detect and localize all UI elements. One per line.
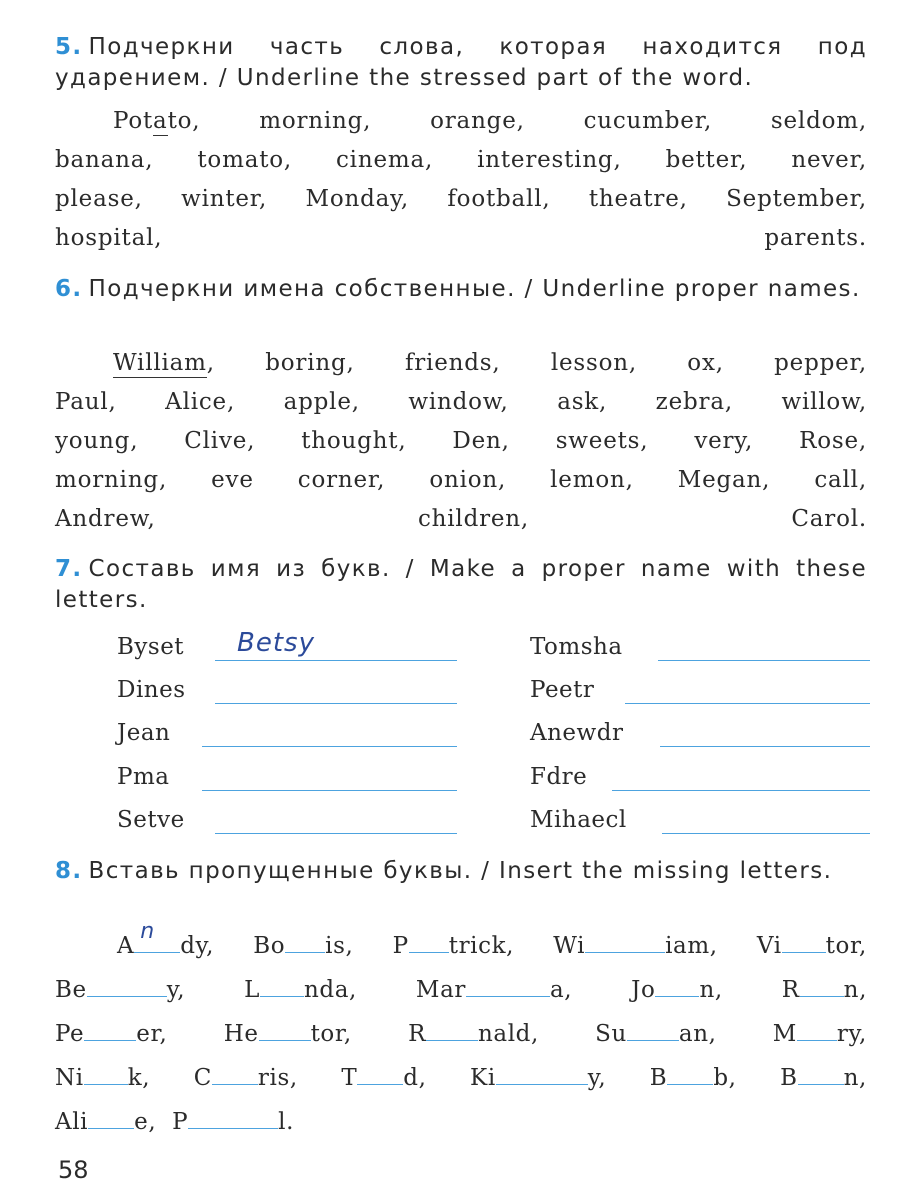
word-line[interactable]: hospital, parents. <box>55 225 867 251</box>
fill-line <box>55 1056 867 1100</box>
name-pair <box>117 628 462 668</box>
blank[interactable] <box>134 919 180 953</box>
blank[interactable] <box>285 932 325 953</box>
blank[interactable] <box>188 1108 278 1129</box>
scrambled-letters: Fdre <box>530 764 588 790</box>
fill-line <box>55 1100 867 1144</box>
scrambled-letters: Mihaecl <box>530 807 627 833</box>
blank[interactable] <box>667 1064 713 1085</box>
name-gap: Ki y, <box>470 1065 607 1091</box>
word[interactable]: friends, <box>404 350 501 376</box>
name-gap: Bo is, <box>253 933 354 959</box>
exercise-5-instruction: 5. Подчеркни часть слова, которая находится под ударением. / Underline the stressed part of the word. <box>55 34 867 91</box>
name-gap: Ni k, <box>55 1065 151 1091</box>
page-number: 58 <box>58 1156 89 1184</box>
word[interactable]: thought, <box>301 428 407 454</box>
word[interactable]: zebra, <box>655 389 733 415</box>
word[interactable]: Rose, <box>799 428 867 454</box>
name-gap: Wi iam, <box>553 933 718 959</box>
word[interactable]: banana, <box>55 147 154 173</box>
exercise-5-words <box>55 102 867 258</box>
scrambled-letters: Tomsha <box>530 634 623 660</box>
blank[interactable] <box>496 1064 588 1085</box>
word[interactable]: Clive, <box>184 428 256 454</box>
fill-line <box>55 968 867 1012</box>
name-pair <box>530 628 875 668</box>
word[interactable]: pepper, <box>774 350 867 376</box>
name-pair <box>530 714 875 754</box>
blank[interactable] <box>88 1108 134 1129</box>
name-gap: Pe er, <box>55 1021 168 1047</box>
scrambled-letters: Byset <box>117 634 185 660</box>
word[interactable]: please, <box>55 186 143 212</box>
word[interactable]: Monday, <box>305 186 410 212</box>
name-gap: L nda, <box>244 977 357 1003</box>
name-gap: A n dy, <box>117 924 214 968</box>
blank[interactable] <box>800 976 844 997</box>
name-pair <box>117 801 462 841</box>
word-line[interactable]: Andrew, children, Carol. <box>55 506 867 532</box>
answer-line[interactable] <box>612 790 870 791</box>
word[interactable]: window, <box>408 389 509 415</box>
scrambled-letters: Dines <box>117 677 186 703</box>
name-gap: P l. <box>172 1109 295 1135</box>
name-gap: B b, <box>649 1065 737 1091</box>
word[interactable]: young, <box>55 428 139 454</box>
answer-line[interactable] <box>202 790 457 791</box>
word[interactable]: ox, <box>687 350 724 376</box>
answer-line[interactable] <box>660 746 870 747</box>
exercise-8-number: 8. <box>55 858 83 884</box>
word[interactable]: cucumber, <box>583 108 713 134</box>
blank[interactable] <box>409 932 449 953</box>
word[interactable]: football, <box>447 186 551 212</box>
scrambled-letters: Jean <box>117 720 171 746</box>
blank[interactable] <box>84 1020 136 1041</box>
handwritten-answer: Betsy <box>237 628 315 658</box>
word[interactable]: Megan, <box>677 467 771 493</box>
answer-line[interactable] <box>625 703 870 704</box>
exercise-7-number: 7. <box>55 556 83 582</box>
word[interactable]: very, <box>694 428 754 454</box>
name-gap: Ali e, <box>55 1109 157 1135</box>
blank[interactable] <box>585 932 665 953</box>
exercise-5-number: 5. <box>55 34 83 60</box>
exercise-6-words <box>55 344 867 539</box>
name-pair <box>117 758 462 798</box>
word[interactable]: willow, <box>781 389 867 415</box>
name-pair <box>117 671 462 711</box>
name-gap: Be y, <box>55 977 186 1003</box>
blank[interactable] <box>798 1064 844 1085</box>
name-gap: Su an, <box>595 1021 717 1047</box>
answer-line[interactable] <box>658 660 870 661</box>
fill-line <box>55 1012 867 1056</box>
word[interactable]: sweets, <box>555 428 649 454</box>
word[interactable]: better, <box>665 147 748 173</box>
name-gap: Mar a, <box>415 977 573 1003</box>
name-gap: C ris, <box>193 1065 298 1091</box>
word[interactable]: Paul, <box>55 389 117 415</box>
name-gap: T d, <box>341 1065 427 1091</box>
answer-line[interactable] <box>662 833 870 834</box>
scrambled-letters: Pma <box>117 764 170 790</box>
blank[interactable] <box>84 1064 128 1085</box>
name-pair <box>530 758 875 798</box>
name-gap: He tor, <box>223 1021 352 1047</box>
name-gap: R n, <box>781 977 867 1003</box>
word[interactable]: apple, <box>283 389 360 415</box>
word[interactable]: eve <box>211 467 254 493</box>
word[interactable]: lemon, <box>550 467 634 493</box>
word[interactable]: lesson, <box>550 350 637 376</box>
word[interactable]: interesting, <box>477 147 622 173</box>
exercise-6-number: 6. <box>55 276 83 302</box>
name-gap: P trick, <box>392 933 515 959</box>
name-gap: Vi tor, <box>756 933 867 959</box>
word-william[interactable]: William, <box>113 350 215 376</box>
word[interactable]: tomato, <box>197 147 293 173</box>
answer-line[interactable] <box>202 746 457 747</box>
name-pair <box>530 801 875 841</box>
word[interactable]: September, <box>726 186 867 212</box>
word[interactable]: never, <box>791 147 867 173</box>
underlined-example: William <box>113 350 207 376</box>
name-gap: Jo n, <box>631 977 723 1003</box>
word[interactable]: Den, <box>452 428 510 454</box>
scrambled-letters: Anewdr <box>530 720 624 746</box>
word[interactable]: morning, <box>55 467 168 493</box>
blank[interactable] <box>260 976 304 997</box>
exercise-7-instruction: 7. Составь имя из букв. / Make a proper name with these letters. <box>55 556 867 613</box>
blank[interactable] <box>797 1020 837 1041</box>
word-potato[interactable]: Potato, <box>113 108 201 134</box>
blank[interactable] <box>87 976 167 997</box>
exercise-6-instruction: 6. Подчеркни имена собственные. / Underline proper names. <box>55 276 861 302</box>
blank[interactable] <box>357 1064 403 1085</box>
word[interactable]: winter, <box>181 186 268 212</box>
word[interactable]: corner, <box>297 467 386 493</box>
handwritten-letter: n <box>140 919 155 944</box>
word[interactable]: call, <box>814 467 867 493</box>
scrambled-letters: Setve <box>117 807 185 833</box>
fill-line <box>55 919 867 968</box>
blank[interactable] <box>259 1020 311 1041</box>
name-pair <box>117 714 462 754</box>
word[interactable]: seldom, <box>770 108 867 134</box>
stressed-part: a <box>153 108 168 134</box>
scrambled-letters: Peetr <box>530 677 595 703</box>
blank[interactable] <box>426 1020 478 1041</box>
answer-line[interactable] <box>215 660 457 661</box>
name-gap: B n, <box>780 1065 867 1091</box>
word[interactable]: onion, <box>429 467 507 493</box>
blank[interactable] <box>627 1020 679 1041</box>
blank[interactable] <box>655 976 699 997</box>
word[interactable]: boring, <box>265 350 355 376</box>
answer-line[interactable] <box>215 703 457 704</box>
word[interactable]: ask, <box>557 389 608 415</box>
word[interactable]: Alice, <box>165 389 236 415</box>
blank[interactable] <box>212 1064 258 1085</box>
name-gap: R nald, <box>408 1021 539 1047</box>
exercise-8-instruction: 8. Вставь пропущенные буквы. / Insert the missing letters. <box>55 858 833 884</box>
word[interactable]: orange, <box>430 108 525 134</box>
word[interactable]: morning, <box>259 108 372 134</box>
name-gap: M ry, <box>772 1021 867 1047</box>
word[interactable]: cinema, <box>336 147 434 173</box>
blank[interactable] <box>782 932 826 953</box>
word[interactable]: theatre, <box>588 186 688 212</box>
name-pair <box>530 671 875 711</box>
answer-line[interactable] <box>215 833 457 834</box>
blank[interactable] <box>466 976 550 997</box>
